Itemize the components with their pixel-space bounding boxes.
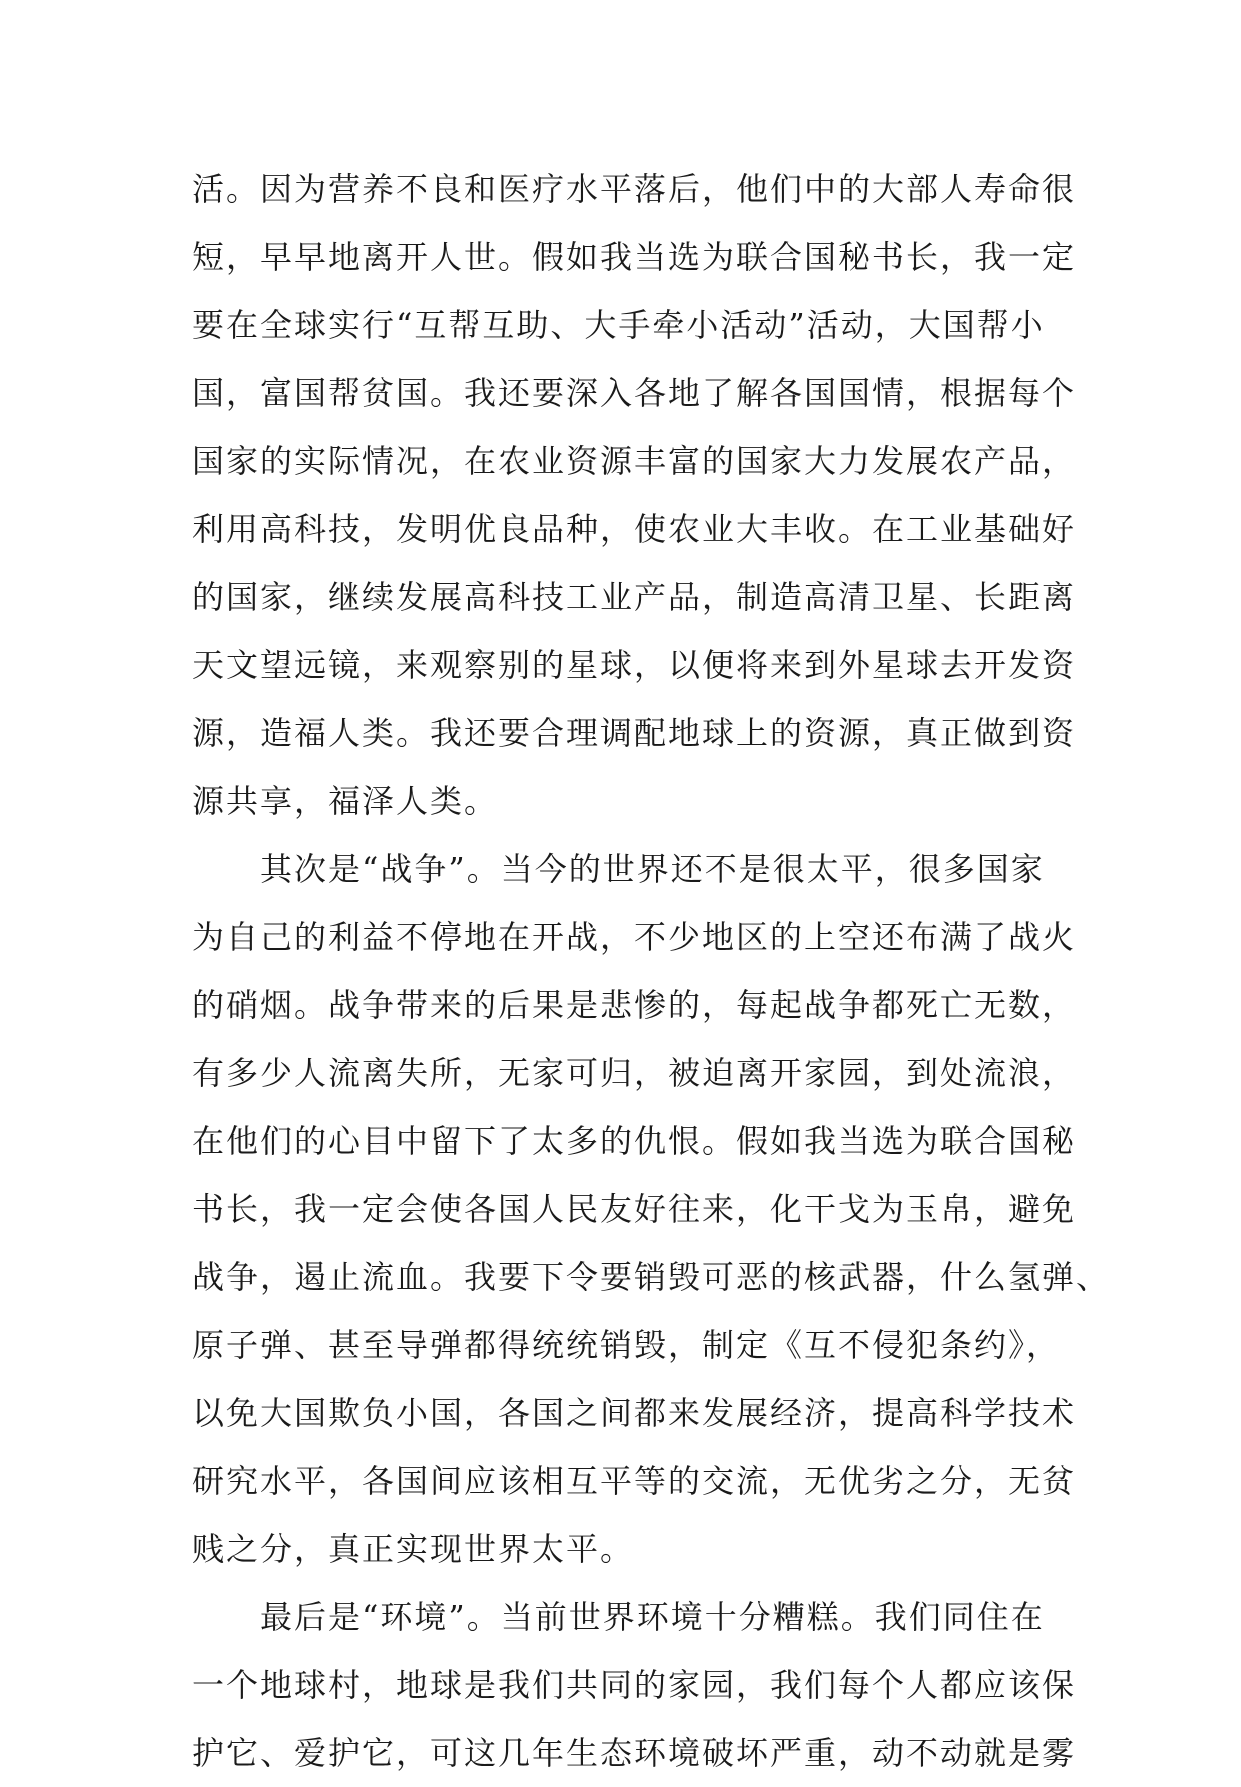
text-line: 短，早早地离开人世。假如我当选为联合国秘书长，我一定 (192, 238, 1077, 276)
text-line: 为自己的利益不停地在开战，不少地区的上空还布满了战火 (192, 918, 1077, 956)
text-line: 以免大国欺负小国，各国之间都来发展经济，提高科学技术 (192, 1394, 1077, 1432)
text-line: 贱之分，真正实现世界太平。 (192, 1530, 635, 1568)
text-line: 国家的实际情况，在农业资源丰富的国家大力发展农产品， (192, 442, 1077, 480)
text-line: 护它、爱护它，可这几年生态环境破坏严重，动不动就是雾 (192, 1734, 1077, 1772)
text-line: 源共享，福泽人类。 (192, 782, 499, 820)
text-line: 有多少人流离失所，无家可归，被迫离开家园，到处流浪， (192, 1054, 1077, 1092)
text-line: 国，富国帮贫国。我还要深入各地了解各国国情，根据每个 (192, 374, 1077, 412)
text-line: 源，造福人类。我还要合理调配地球上的资源，真正做到资 (192, 714, 1077, 752)
text-line: 原子弹、甚至导弹都得统统销毁，制定《互不侵犯条约》， (192, 1326, 1061, 1364)
text-line: 的国家，继续发展高科技工业产品，制造高清卫星、长距离 (192, 578, 1077, 616)
paragraph-start-line: 最后是“环境”。当前世界环境十分糟糕。我们同住在 (260, 1598, 1045, 1636)
text-line: 天文望远镜，来观察别的星球，以便将来到外星球去开发资 (192, 646, 1077, 684)
text-line: 在他们的心目中留下了太多的仇恨。假如我当选为联合国秘 (192, 1122, 1077, 1160)
text-line: 一个地球村，地球是我们共同的家园，我们每个人都应该保 (192, 1666, 1077, 1704)
text-line: 书长，我一定会使各国人民友好往来，化干戈为玉帛，避免 (192, 1190, 1077, 1228)
text-line: 活。因为营养不良和医疗水平落后，他们中的大部人寿命很 (192, 170, 1077, 208)
body-text (192, 155, 1111, 1787)
text-line: 要在全球实行“互帮互助、大手牵小活动”活动，大国帮小 (192, 306, 1045, 344)
text-line: 利用高科技，发明优良品种，使农业大丰收。在工业基础好 (192, 510, 1077, 548)
text-line: 研究水平，各国间应该相互平等的交流，无优劣之分，无贫 (192, 1462, 1077, 1500)
text-line: 的硝烟。战争带来的后果是悲惨的，每起战争都死亡无数， (192, 986, 1077, 1024)
text-line: 战争，遏止流血。我要下令要销毁可恶的核武器，什么氢弹、 (192, 1258, 1111, 1296)
paragraph-start-line: 其次是“战争”。当今的世界还不是很太平，很多国家 (260, 850, 1045, 888)
